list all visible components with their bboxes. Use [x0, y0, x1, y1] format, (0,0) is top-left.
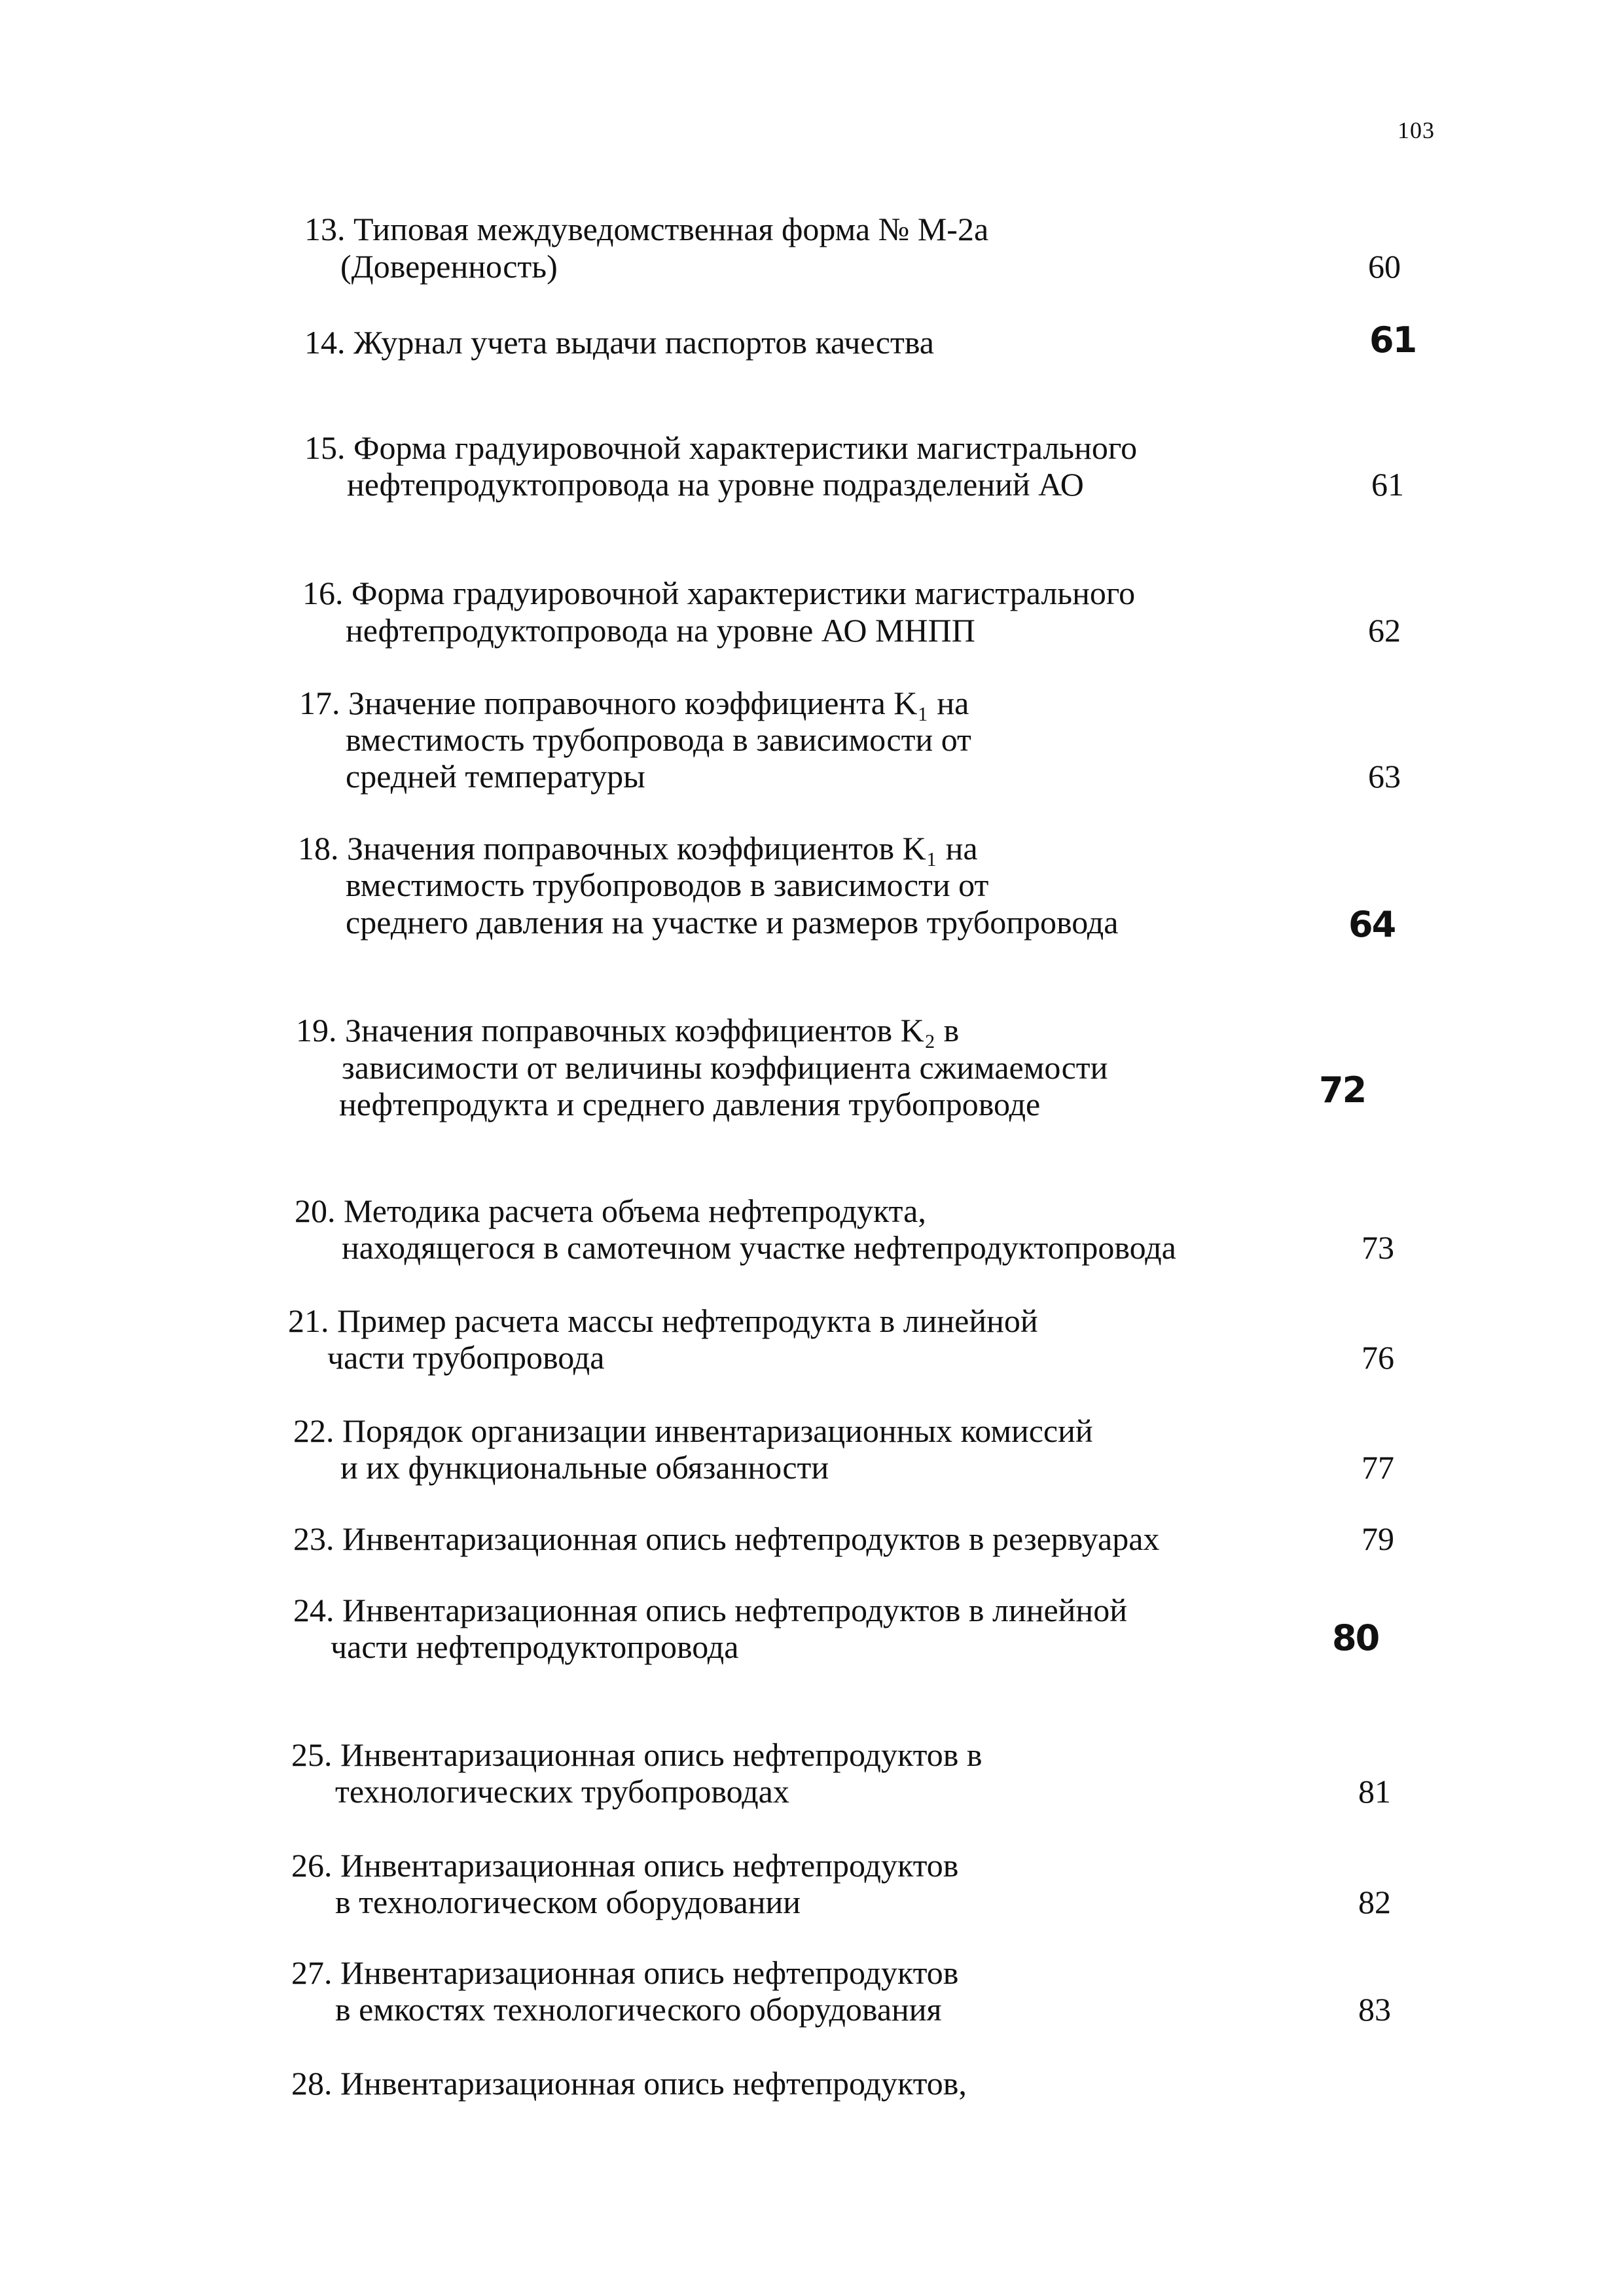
- toc-entry-title-line: нефтепродукта и среднего давления трубопроводе: [339, 1086, 1041, 1122]
- toc-entry-title-line: 20. Методика расчета объема нефтепродукта,: [295, 1193, 926, 1229]
- toc-entry-title-line: 26. Инвентаризационная опись нефтепродуктов: [291, 1847, 959, 1884]
- toc-entry-page: 79: [1362, 1520, 1394, 1557]
- toc-entry-title-line: 15. Форма градуировочной характеристики магистрального: [304, 429, 1138, 466]
- toc-entry-title-line: 25. Инвентаризационная опись нефтепродуктов в: [291, 1736, 983, 1773]
- toc-entry-title-line: в технологическом оборудовании: [335, 1884, 801, 1920]
- toc-entry-page: 81: [1358, 1773, 1391, 1810]
- toc-entry-title-line: 19. Значения поправочных коэффициентов K₂ в: [296, 1012, 960, 1049]
- toc-entry-page: 76: [1362, 1339, 1394, 1376]
- toc-entry-page: 73: [1362, 1229, 1394, 1266]
- toc-entry-title-line: вместимость трубопровода в зависимости от: [346, 721, 971, 758]
- toc-entry-page: 63: [1368, 758, 1401, 795]
- toc-entry-title-line: части нефтепродуктопровода: [331, 1628, 739, 1665]
- toc-entry-page: 82: [1358, 1884, 1391, 1920]
- toc-entry-page: 62: [1368, 612, 1401, 649]
- toc-entry-title-line: 22. Порядок организации инвентаризационных комиссий: [293, 1412, 1093, 1449]
- toc-entry-title-line: 13. Типовая междуведомственная форма № М-2а: [304, 211, 989, 247]
- toc-entry-title-line: 21. Пример расчета массы нефтепродукта в линейной: [288, 1302, 1038, 1339]
- toc-entry-page-handwritten: 80: [1332, 1617, 1379, 1659]
- toc-entry-title-line: нефтепродуктопровода на уровне подразделений АО: [347, 466, 1084, 503]
- toc-entry-title-line: 27. Инвентаризационная опись нефтепродуктов: [291, 1954, 959, 1991]
- toc-entry-page-handwritten: 72: [1319, 1069, 1366, 1111]
- toc-entry-title-line: 14. Журнал учета выдачи паспортов качества: [304, 324, 934, 361]
- toc-entry-page-handwritten: 64: [1348, 904, 1396, 945]
- toc-entry-title-line: вместимость трубопроводов в зависимости от: [346, 867, 989, 903]
- toc-entry-title-line: 17. Значение поправочного коэффициента K₁ на: [299, 685, 969, 721]
- toc-entry-title-line: зависимости от величины коэффициента сжимаемости: [342, 1049, 1108, 1086]
- toc-entry-page-handwritten: 61: [1369, 319, 1416, 361]
- toc-entry-title-line: 23. Инвентаризационная опись нефтепродуктов в резервуарах: [293, 1520, 1160, 1557]
- toc-entry-title-line: 18. Значения поправочных коэффициентов K₁ на: [298, 830, 978, 867]
- toc-entry-title-line: средней температуры: [346, 758, 645, 795]
- toc-entry-title-line: 24. Инвентаризационная опись нефтепродуктов в линейной: [293, 1592, 1127, 1628]
- toc-entry-title-line: в емкостях технологического оборудования: [335, 1991, 942, 2028]
- toc-entry-title-line: 16. Форма градуировочной характеристики магистрального: [302, 575, 1136, 611]
- toc-entry-title-line: и их функциональные обязанности: [340, 1449, 829, 1486]
- toc-entry-page: 77: [1362, 1449, 1394, 1486]
- toc-entry-title-line: находящегося в самотечном участке нефтепродуктопровода: [342, 1229, 1176, 1266]
- toc-entry-title-line: технологических трубопроводах: [335, 1773, 789, 1810]
- toc-entry-title-line: нефтепродуктопровода на уровне АО МНПП: [346, 612, 975, 649]
- toc-entry-title-line: среднего давления на участке и размеров трубопровода: [346, 904, 1119, 941]
- toc-entry-page: 61: [1371, 466, 1404, 503]
- toc-entry-page: 60: [1368, 248, 1401, 285]
- toc-entry-title-line: 28. Инвентаризационная опись нефтепродуктов,: [291, 2065, 967, 2102]
- toc-entry-page: 83: [1358, 1991, 1391, 2028]
- toc-entry-title-line: (Доверенность): [340, 248, 558, 285]
- page-number: 103: [1398, 117, 1435, 143]
- toc-entry-title-line: части трубопровода: [327, 1339, 605, 1376]
